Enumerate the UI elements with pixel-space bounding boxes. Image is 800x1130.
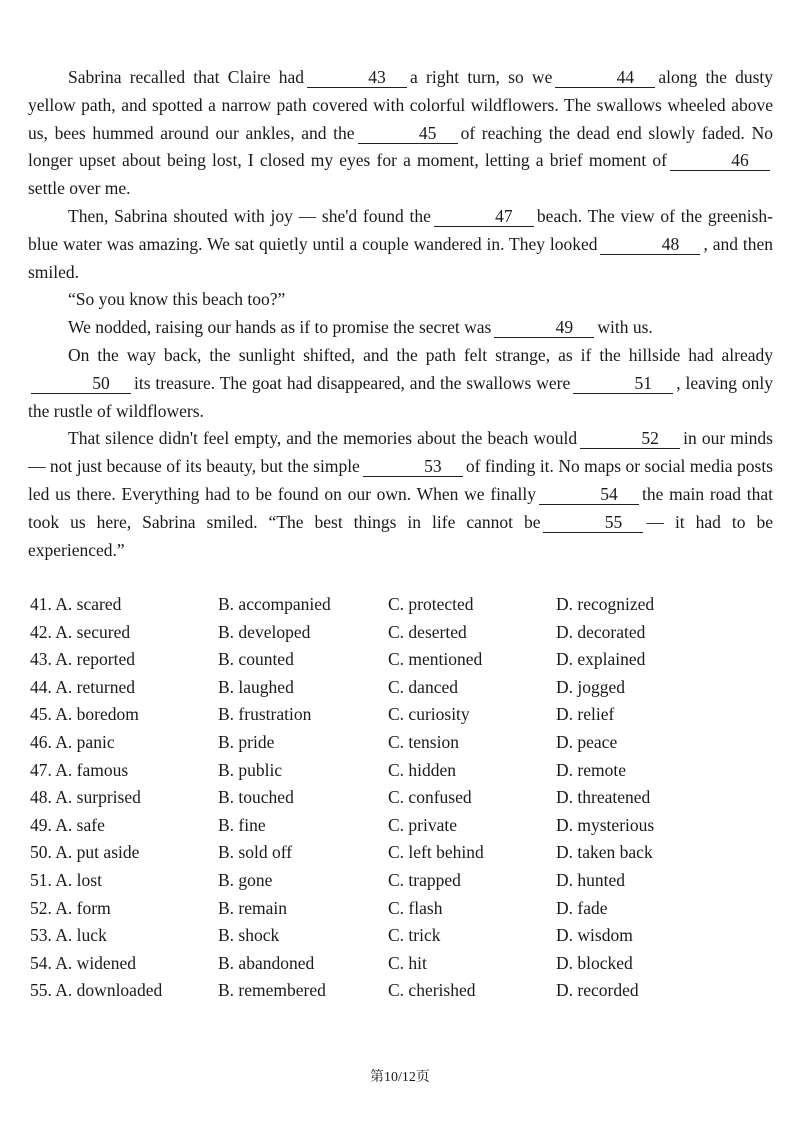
option-text: A. safe bbox=[55, 814, 105, 835]
blank-48: 48 bbox=[600, 235, 700, 255]
option-row bbox=[30, 870, 775, 898]
option-row bbox=[30, 760, 775, 788]
question-number: 47. bbox=[30, 759, 52, 780]
option-a bbox=[30, 842, 139, 863]
option-a bbox=[30, 594, 121, 615]
paragraph-5: On the way back, the sunlight shifted, and the path felt strange, as if the hillside had already50 its treasure. The goat had disappeared, and the swallows were 51 , leaving only the rustle of wildflowers. bbox=[28, 344, 773, 421]
option-c: C. danced bbox=[388, 676, 458, 697]
option-d: D. taken back bbox=[556, 842, 653, 863]
blank-54: 54 bbox=[539, 485, 639, 505]
paragraph-4: We nodded, raising our hands as if to promise the secret was 49 with us. bbox=[68, 317, 653, 338]
option-c: C. deserted bbox=[388, 621, 467, 642]
option-d: D. threatened bbox=[556, 787, 651, 808]
option-c: C. mentioned bbox=[388, 649, 483, 670]
paragraph-3: “So you know this beach too?” bbox=[68, 289, 286, 310]
option-text: A. reported bbox=[55, 649, 135, 670]
option-text: A. scared bbox=[55, 594, 122, 614]
paragraph-2: Then, Sabrina shouted with joy — she'd found the 47 beach. The view of the greenish-blue water was amazing. We sat quietly until a couple wandered in. They looked 48 , and then smiled. bbox=[28, 205, 774, 282]
option-row bbox=[30, 649, 775, 677]
paragraph-1: Sabrina recalled that Claire had 43 a right turn, so we 44 along the dusty yellow path, and spotted a narrow path covered with colorful wildflowers. The swallows wheeled above us, bees hummed around our ankles, and the 45 of reaching the dead end slowly faded. No longer upset about being lost, I closed my eyes for a moment, letting a brief moment of 46settle over me. bbox=[28, 67, 773, 199]
option-d: D. recognized bbox=[556, 594, 655, 614]
option-b: B. sold off bbox=[218, 842, 293, 863]
option-b: B. remembered bbox=[218, 980, 326, 1001]
option-b: B. touched bbox=[218, 787, 294, 808]
question-number: 49. bbox=[30, 814, 52, 835]
option-a bbox=[30, 870, 102, 891]
question-number: 41. bbox=[30, 594, 52, 614]
option-c: C. curiosity bbox=[388, 704, 470, 725]
option-text: A. returned bbox=[55, 676, 135, 697]
option-a bbox=[30, 760, 128, 781]
option-text: A. panic bbox=[55, 731, 115, 752]
cloze-passage bbox=[28, 64, 773, 564]
blank-44: 44 bbox=[555, 68, 655, 88]
option-a bbox=[30, 898, 111, 919]
blank-47: 47 bbox=[434, 207, 534, 227]
question-number: 52. bbox=[30, 897, 52, 918]
question-number: 53. bbox=[30, 925, 52, 946]
option-row bbox=[30, 898, 775, 926]
option-c: C. hit bbox=[388, 952, 427, 973]
question-number: 51. bbox=[30, 869, 52, 890]
option-row bbox=[30, 925, 775, 953]
question-number: 44. bbox=[30, 676, 52, 697]
option-row bbox=[30, 815, 775, 843]
option-row bbox=[30, 787, 775, 815]
option-b: B. shock bbox=[218, 925, 280, 946]
option-c: C. private bbox=[388, 814, 458, 835]
blank-43: 43 bbox=[307, 68, 407, 88]
option-a bbox=[30, 925, 107, 946]
blank-45: 45 bbox=[358, 124, 458, 144]
option-d: D. mysterious bbox=[556, 814, 655, 835]
option-text: A. secured bbox=[55, 621, 131, 642]
question-number: 55. bbox=[30, 980, 52, 1001]
blank-46: 46 bbox=[670, 151, 770, 171]
blank-52: 52 bbox=[580, 429, 680, 449]
option-c: C. trapped bbox=[388, 869, 461, 890]
option-a bbox=[30, 732, 115, 753]
option-a bbox=[30, 953, 136, 974]
option-d: D. recorded bbox=[556, 980, 639, 1001]
option-c: C. hidden bbox=[388, 759, 457, 780]
option-row bbox=[30, 704, 775, 732]
option-row bbox=[30, 732, 775, 760]
option-a bbox=[30, 787, 141, 808]
option-a bbox=[30, 649, 135, 670]
blank-53: 53 bbox=[363, 457, 463, 477]
blank-50: 50 bbox=[31, 374, 131, 394]
option-a bbox=[30, 622, 130, 643]
option-text: A. form bbox=[55, 897, 111, 918]
option-b: B. accompanied bbox=[218, 594, 331, 614]
option-d: D. explained bbox=[556, 649, 646, 670]
option-a bbox=[30, 677, 135, 698]
question-number: 42. bbox=[30, 621, 52, 642]
blank-51: 51 bbox=[573, 374, 673, 394]
question-number: 45. bbox=[30, 704, 52, 725]
option-a bbox=[30, 980, 162, 1001]
option-c: C. trick bbox=[388, 925, 441, 946]
option-c: C. left behind bbox=[388, 842, 484, 863]
option-b: B. gone bbox=[218, 869, 273, 890]
option-row bbox=[30, 622, 775, 650]
option-text: A. famous bbox=[55, 759, 129, 780]
page-number: 第10/12页 bbox=[370, 1070, 430, 1085]
question-number: 54. bbox=[30, 952, 52, 973]
option-text: A. lost bbox=[55, 869, 102, 890]
question-number: 46. bbox=[30, 731, 52, 752]
option-c: C. confused bbox=[388, 787, 472, 808]
option-c: C. flash bbox=[388, 897, 443, 918]
option-b: B. counted bbox=[218, 649, 294, 670]
option-b: B. fine bbox=[218, 814, 266, 835]
option-row bbox=[30, 842, 775, 870]
blank-55: 55 bbox=[543, 513, 643, 533]
option-d: D. blocked bbox=[556, 952, 633, 973]
blank-49: 49 bbox=[494, 318, 594, 338]
option-text: A. surprised bbox=[55, 787, 141, 808]
option-c: C. tension bbox=[388, 731, 459, 752]
option-text: A. downloaded bbox=[55, 980, 163, 1001]
option-d: D. decorated bbox=[556, 621, 646, 642]
option-b: B. abandoned bbox=[218, 952, 315, 973]
option-b: B. developed bbox=[218, 621, 311, 642]
option-c: C. protected bbox=[388, 594, 474, 614]
option-b: B. frustration bbox=[218, 704, 312, 725]
option-d: D. remote bbox=[556, 759, 626, 780]
question-number: 48. bbox=[30, 787, 52, 808]
option-d: D. hunted bbox=[556, 869, 626, 890]
option-d: D. jogged bbox=[556, 676, 626, 697]
option-text: A. boredom bbox=[55, 704, 139, 725]
option-d: D. relief bbox=[556, 704, 615, 725]
option-c: C. cherished bbox=[388, 980, 476, 1001]
option-b: B. pride bbox=[218, 731, 275, 752]
option-text: A. luck bbox=[55, 925, 107, 946]
option-text: A. widened bbox=[55, 952, 136, 973]
question-number: 43. bbox=[30, 649, 52, 670]
option-d: D. wisdom bbox=[556, 925, 633, 946]
option-row bbox=[30, 953, 775, 981]
option-b: B. remain bbox=[218, 897, 288, 918]
paragraph-6: That silence didn't feel empty, and the memories about the beach would 52 in our minds — not just because of its beauty, but the simple 53 of finding it. No maps or social media posts led us there. Everything had to be found on our own. When we finally 54 the main road that took us here, Sabrina smiled. “The best things in life cannot be 55 — it had to be experienced.” bbox=[28, 428, 774, 560]
option-d: D. fade bbox=[556, 897, 608, 918]
answer-options bbox=[30, 594, 775, 1008]
option-a bbox=[30, 704, 139, 725]
option-a bbox=[30, 815, 105, 836]
option-row bbox=[30, 594, 775, 622]
option-row bbox=[30, 980, 775, 1008]
option-d: D. peace bbox=[556, 731, 618, 752]
option-b: B. public bbox=[218, 759, 283, 780]
question-number: 50. bbox=[30, 842, 52, 863]
option-b: B. laughed bbox=[218, 676, 294, 697]
option-row bbox=[30, 677, 775, 705]
option-text: A. put aside bbox=[55, 842, 140, 863]
